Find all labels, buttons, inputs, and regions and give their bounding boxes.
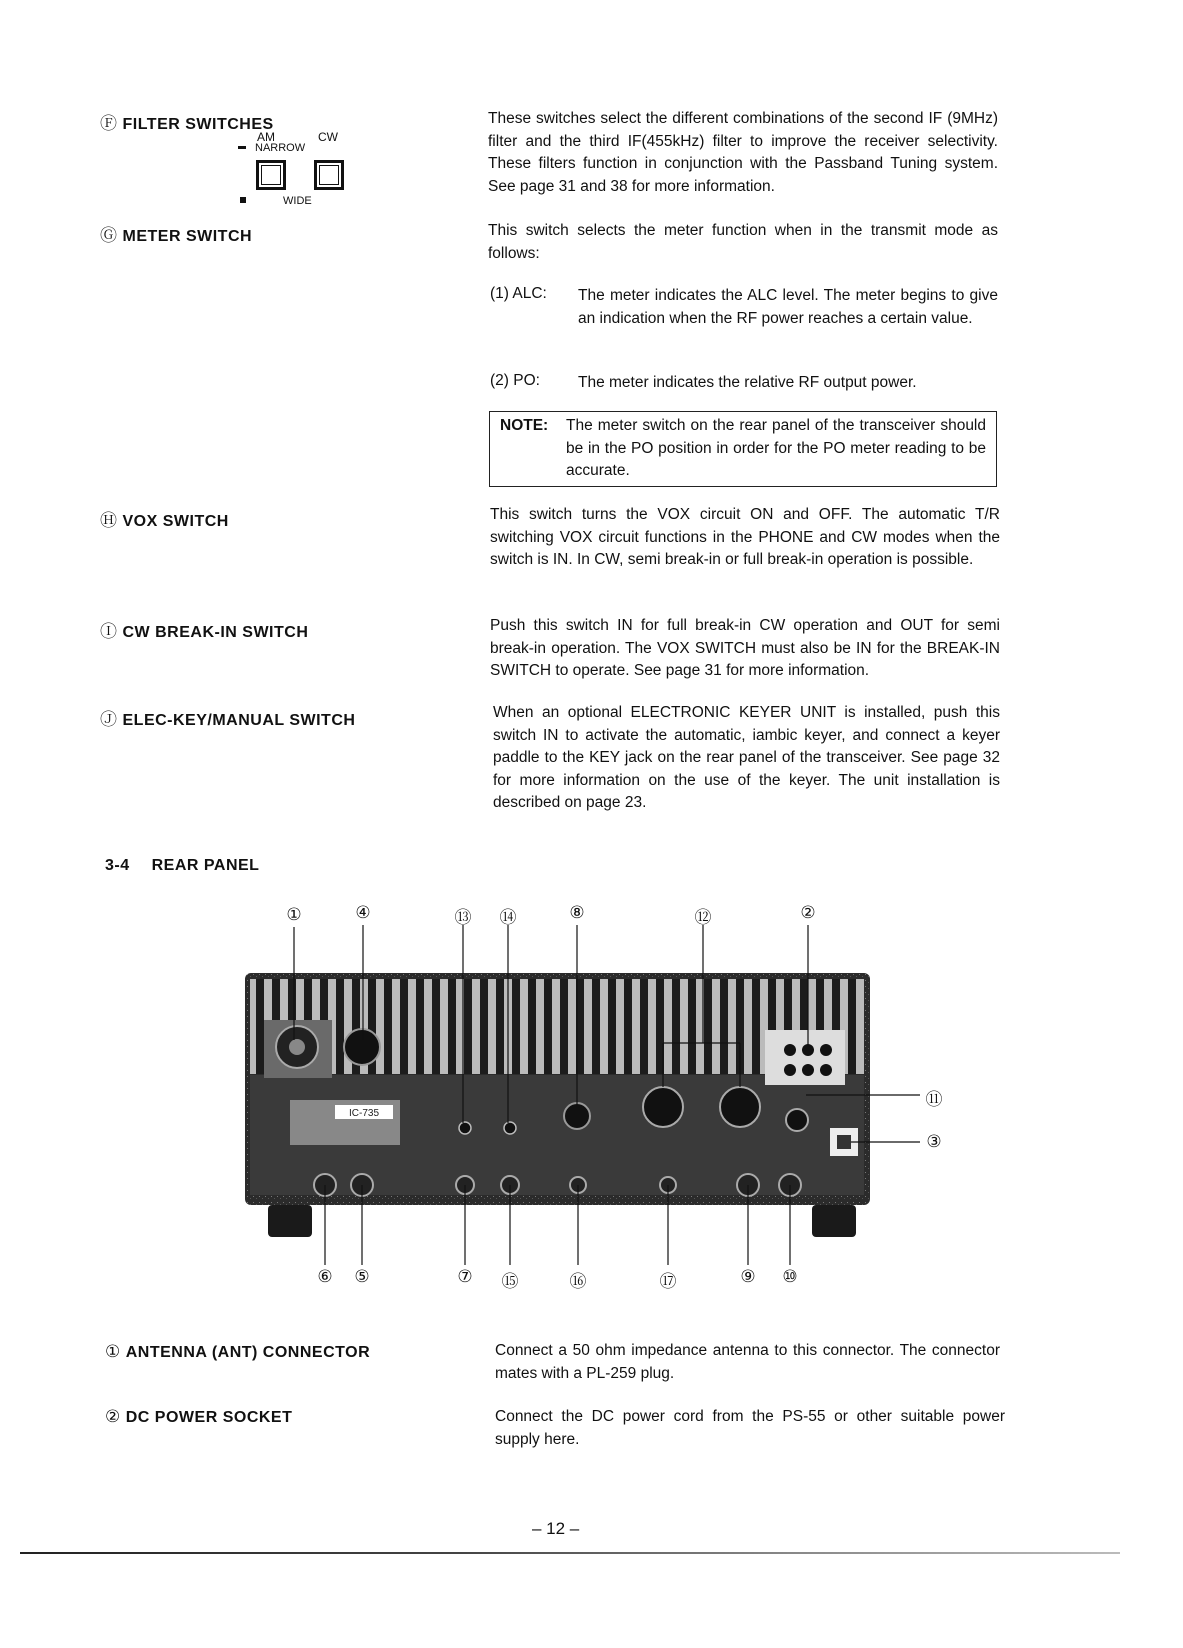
- section-number: 3-4: [105, 857, 130, 874]
- eleckey-switch-heading: [100, 705, 355, 730]
- meter-switch-heading: [100, 221, 252, 246]
- meter-marker: Ⓖ: [100, 226, 118, 245]
- breakin-description: Push this switch IN for full break-in CW operation and OUT for semi break-in operation. The VOX SWITCH must also be IN for the BREAK-IN SWITCH to operate. See page 31 for more information.: [490, 617, 1000, 679]
- narrow-label: NARROW: [255, 142, 306, 154]
- callout-5: ⑤: [354, 1267, 370, 1286]
- meter-item-tag: (1) ALC:: [490, 285, 547, 302]
- meter-title: METER SWITCH: [122, 228, 253, 245]
- filter-button-cw: [314, 160, 344, 190]
- callout-11: ⑪: [925, 1090, 943, 1109]
- antenna-heading: [105, 1342, 370, 1362]
- callout-4: ④: [355, 903, 371, 922]
- vox-description: This switch turns the VOX circuit ON and OFF. The automatic T/R switching VOX circuit functions in the PHONE and CW modes when the switch is IN. In CW, semi break-in or full break-in operation is possible.: [490, 506, 1000, 568]
- antenna-marker: ①: [105, 1342, 121, 1361]
- meter-description: This switch selects the meter function when in the transmit mode as follows:: [488, 222, 998, 262]
- vox-title: VOX SWITCH: [122, 513, 229, 530]
- bottom-rule: [20, 1552, 1120, 1554]
- dc-power-description: Connect the DC power cord from the PS-55 or other suitable power supply here.: [495, 1408, 1005, 1448]
- filter-button-am: [256, 160, 286, 190]
- filter-marker: Ⓕ: [100, 114, 118, 133]
- dc-power-title: DC POWER SOCKET: [125, 1409, 293, 1426]
- am-label: AM: [257, 130, 275, 144]
- eleckey-marker: Ⓙ: [100, 710, 118, 729]
- eleckey-title: ELEC-KEY/MANUAL SWITCH: [122, 712, 356, 729]
- callout-15: ⑮: [501, 1272, 519, 1291]
- wide-indicator: [240, 197, 246, 203]
- callout-13: ⑬: [454, 908, 472, 927]
- callout-10: ⑩: [782, 1267, 798, 1286]
- meter-item-tag: (2) PO:: [490, 372, 540, 389]
- antenna-title: ANTENNA (ANT) CONNECTOR: [125, 1344, 371, 1361]
- cw-label: CW: [318, 130, 338, 144]
- rear-panel-heading: [105, 857, 259, 875]
- wide-label: WIDE: [283, 195, 312, 207]
- callout-7: ⑦: [457, 1267, 473, 1286]
- breakin-switch-heading: [100, 617, 308, 642]
- rear-panel-title: REAR PANEL: [151, 857, 260, 874]
- filter-switch-diagram: [226, 130, 356, 210]
- rear-panel-figure: [240, 895, 960, 1295]
- callout-12: ⑫: [694, 908, 712, 927]
- filter-description: These switches select the different combinations of the second IF (9MHz) filter and the third IF(455kHz) filter to improve the receiver selectivity. These filters function in conjunction with the Passband Tuning system. See page 31 and 38 for more information.: [488, 110, 998, 195]
- note-label: NOTE:: [500, 417, 549, 434]
- rear-panel-photo: [240, 895, 960, 1295]
- filter-title: FILTER SWITCHES: [122, 116, 274, 133]
- callout-14: ⑭: [499, 908, 517, 927]
- vox-marker: Ⓗ: [100, 511, 118, 530]
- note-text: The meter switch on the rear panel of the transceiver should be in the PO position in order for the PO meter reading to be accurate.: [566, 417, 986, 479]
- callout-3: ③: [926, 1132, 942, 1151]
- callout-1: ①: [286, 905, 302, 924]
- callout-17: ⑰: [659, 1272, 677, 1291]
- breakin-title: CW BREAK-IN SWITCH: [122, 624, 309, 641]
- dc-power-heading: [105, 1407, 292, 1427]
- note-box: [489, 411, 997, 487]
- callout-6: ⑥: [317, 1267, 333, 1286]
- model-label: IC-735: [348, 1108, 380, 1119]
- callout-16: ⑯: [569, 1272, 587, 1291]
- callout-9: ⑨: [740, 1267, 756, 1286]
- vox-switch-heading: [100, 506, 229, 531]
- eleckey-description: When an optional ELECTRONIC KEYER UNIT is installed, push this switch IN to activate the automatic, iambic keyer, and connect a keyer paddle to the KEY jack on the rear panel of the transceiver. See page 32 for more information on the use of the keyer. The unit installation is described on page 23.: [493, 704, 1000, 811]
- callout-8: ⑧: [569, 903, 585, 922]
- meter-item-text: The meter indicates the relative RF output power.: [578, 374, 917, 391]
- breakin-marker: Ⓘ: [100, 622, 118, 641]
- dc-power-marker: ②: [105, 1407, 121, 1426]
- antenna-description: Connect a 50 ohm impedance antenna to this connector. The connector mates with a PL-259 plug.: [495, 1342, 1000, 1382]
- page-number: – 12 –: [532, 1519, 580, 1538]
- meter-item-text: The meter indicates the ALC level. The meter begins to give an indication when the RF power reaches a certain value.: [578, 287, 998, 327]
- callout-2: ②: [800, 903, 816, 922]
- narrow-indicator: [238, 146, 246, 149]
